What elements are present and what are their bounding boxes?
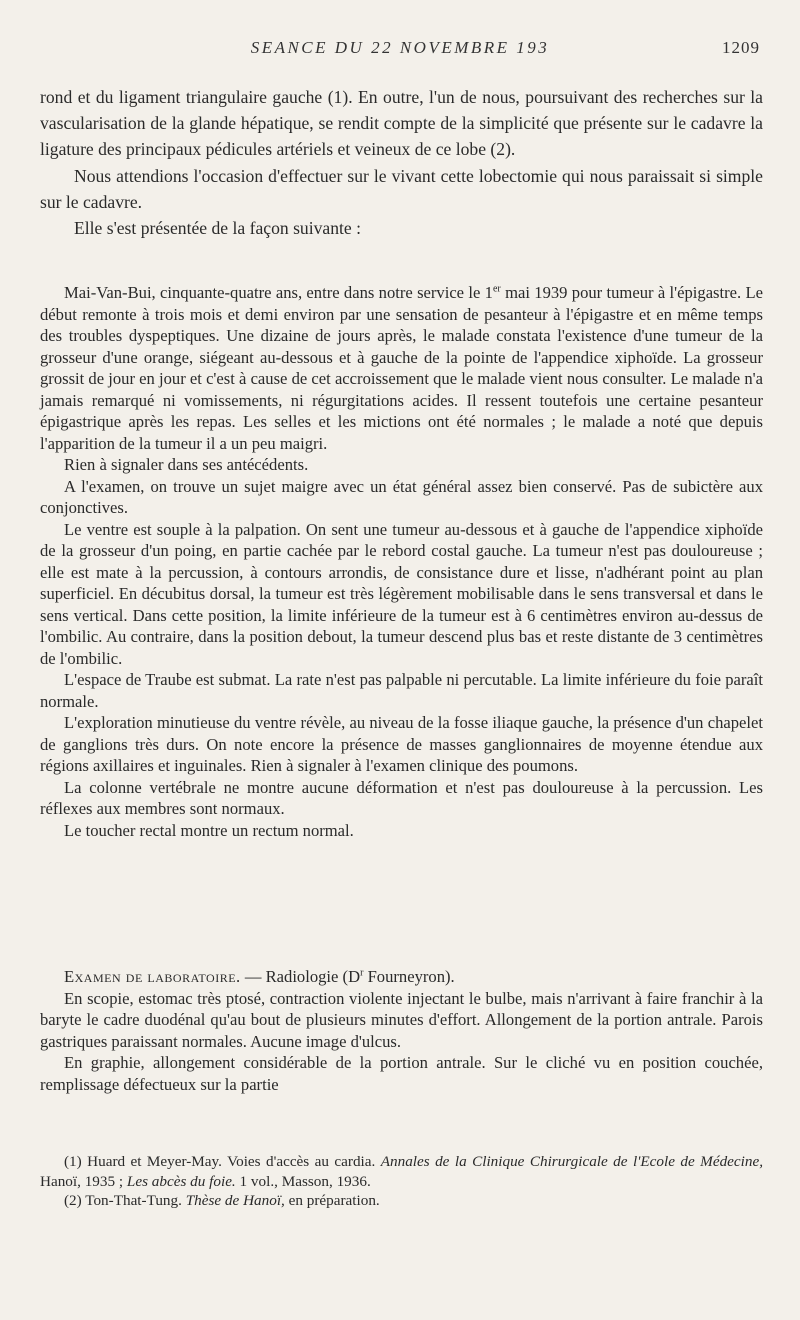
case-paragraph: Le toucher rectal montre un rectum normal. [64,820,354,840]
case-paragraph: A l'examen, on trouve un sujet maigre avec un état général assez bien conservé. Pas de subictère aux conjonctives. [40,476,763,517]
lab-lead: — Radiologie (D [240,967,361,986]
footnote-text: (1) Huard et Meyer-May. Voies d'accès au cardia. [64,1153,381,1170]
intro-text [40,84,763,241]
case-paragraph: Rien à signaler dans ses antécédents. [64,455,309,474]
footnote-1 [40,1152,763,1191]
intro-paragraph: rond et du ligament triangulaire gauche (1). En outre, l'un de nous, poursuivant des recherches sur la vascularisation de la glande hépatique, se rendit compte de la simplicité que présente sur le cadavre la ligature des principaux pédicules artériels et veineux de ce lobe (2). [40,87,763,160]
page-number: 1209 [722,38,760,57]
footnote-text: (2) Ton-That-Tung. [64,1192,186,1209]
footnote-text: 1 vol., Masson, 1936. [235,1172,371,1190]
case-text: Mai-Van-Bui, cinquante-quatre ans, entre dans notre service le 1 [64,283,493,302]
case-text: mai 1939 pour tumeur à l'épigastre. Le début remonte à trois mois et demi environ par une sensation de pesanteur à l'épigastre et en même temps des troubles dyspeptiques. Une dizaine de jours après, le malade constata l'existence d'une tumeur de la grosseur d'une orange, siégeant au-dessous et à gauche de la pointe de l'appendice xiphoïde. La grosseur grossit de jour en jour et c'est à cause de cet accroissement que le malade vient nous consulter. Le malade n'a jamais remarqué ni vomissements, ni régurgitations acides. Il ressent toutefois une certaine pesanteur épigastrique après les repas. Les selles et les mictions ont été normales ; le malade a noté que depuis l'apparition de la tumeur il a un peu maigri. [40,283,763,453]
case-paragraph: L'espace de Traube est submat. La rate n'est pas palpable ni percutable. La limite inférieure du foie paraît normale. [40,670,763,711]
case-paragraph [40,282,763,454]
case-paragraph: L'exploration minutieuse du ventre révèle, au niveau de la fosse iliaque gauche, la présence d'un chapelet de ganglions très durs. On note encore la présence de masses ganglionnaires de moyenne étendue aux régions axillaires et inguinales. Rien à signaler à l'examen clinique des poumons. [40,713,763,775]
lab-heading-paragraph [40,966,763,988]
lab-paragraph: En graphie, allongement considérable de la portion antrale. Sur le cliché vu en position couchée, remplissage défectueux sur la partie [40,1053,763,1094]
footnote-journal: Annales de la Clinique Chirurgicale de l'Ecole de Médecine, [380,1153,763,1170]
case-paragraph: Le ventre est souple à la palpation. On sent une tumeur au-dessous et à gauche de l'appendice xiphoïde de la grosseur d'un poing, en partie cachée par le rebord costal gauche. La tumeur n'est pas douloureuse ; elle est mate à la percussion, à contours arrondis, de consistance dure et lisse, n'adhérant point au plan superficiel. En décubitus dorsal, la tumeur est très légèrement mobilisable dans le sens transversal et dans le sens vertical. Dans cette position, la limite inférieure de la tumeur est à 6 centimètres environ au-dessus de l'ombilic. Au contraire, dans la position debout, la tumeur descend plus bas et reste distante de 3 centimètres de l'ombilic. [40,519,763,668]
footnotes [40,1152,763,1211]
intro-paragraph: Nous attendions l'occasion d'effectuer sur le vivant cette lobectomie qui nous paraissait si simple sur le cadavre. [40,165,763,212]
footnote-text: en préparation. [284,1192,380,1209]
lab-lead: Fourneyron). [363,967,455,986]
footnote-book-title: Les abcès du foie. [126,1172,236,1190]
case-paragraph: La colonne vertébrale ne montre aucune déformation et n'est pas douloureuse à la percussion. Les réflexes aux membres sont normaux. [40,777,763,818]
running-head: SEANCE DU 22 NOVEMBRE 193 [250,38,550,57]
lab-paragraph: En scopie, estomac très ptosé, contraction violente injectant le bulbe, mais n'arrivant à faire franchir à la baryte le cadre duodénal qu'au bout de plusieurs minutes d'effort. Allongement de la portion antrale. Parois gastriques paraissant normales. Aucune image d'ulcus. [40,988,763,1051]
lab-heading: Examen de laboratoire. [64,967,241,986]
footnote-2 [40,1191,763,1211]
ordinal-superscript: er [492,283,501,295]
case-report [40,282,763,841]
page-header [40,38,760,62]
intro-paragraph: Elle s'est présentée de la façon suivante : [74,218,361,239]
laboratory-section [40,966,763,1095]
title-superscript: r [360,967,364,979]
footnote-thesis: Thèse de Hanoï, [185,1192,285,1209]
footnote-text: Hanoï, 1935 ; [40,1172,127,1190]
